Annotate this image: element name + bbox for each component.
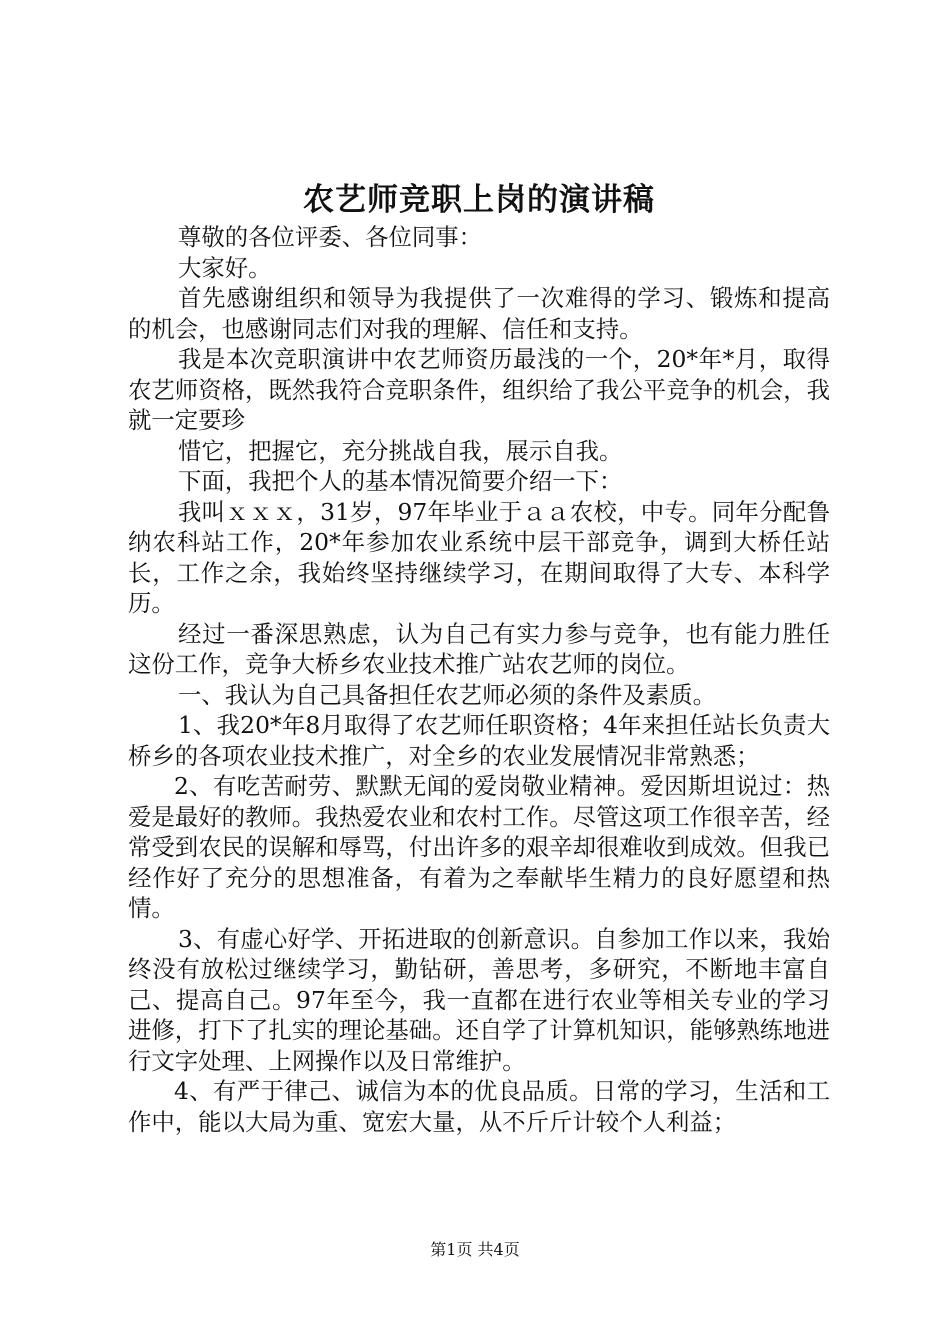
section-heading-1: 一、我认为自己具备担任农艺师必须的条件及素质。 (178, 680, 716, 709)
paragraph-decision: 经过一番深思熟虑，认为自己有实力参与竞争，也有能力胜任这份工作，竞争大桥乡农业技术推广站农艺师的岗位。 (128, 619, 830, 678)
salutation: 尊敬的各位评委、各位同事： (178, 223, 483, 251)
list-item-1: 1、我20*年8月取得了农艺师任职资格；4年来担任站长负责大桥乡的各项农业技术推广，对全乡的农业发展情况非常熟悉； (128, 711, 830, 770)
paragraph-qualification: 我是本次竞职演讲中农艺师资历最浅的一个，20*年*月，取得农艺师资格，既然我符合竞职条件，组织给了我公平竞争的机会，我就一定要珍 (128, 345, 830, 434)
document-page (128, 180, 830, 1137)
document-title: 农艺师竞职上岗的演讲稿 (303, 182, 655, 218)
list-item-3: 3、有虚心好学、开拓进取的创新意识。自参加工作以来，我始终没有放松过继续学习，勤钻研，善思考，多研究，不断地丰富自己、提高自己。97年至今，我一直都在进行农业等相关专业的学习进修，打下了扎实的理论基础。还自学了计算机知识，能够熟练地进行文字处理、上网操作以及日常维护。 (128, 924, 830, 1075)
page-footer: 第1页 共4页 (430, 1240, 520, 1259)
list-item-4: 4、有严于律己、诚信为本的优良品质。日常的学习，生活和工作中，能以大局为重、宽宏大量，从不斤斤计较个人利益； (128, 1077, 830, 1136)
paragraph-continuation: 惜它，把握它，充分挑战自我，展示自我。 (178, 436, 623, 465)
greeting: 大家好。 (178, 253, 272, 282)
list-item-2: 2、有吃苦耐劳、默默无闻的爱岗敬业精神。爱因斯坦说过：热爱是最好的教师。我热爱农业和农村工作。尽管这项工作很辛苦，经常受到农民的误解和辱骂，付出许多的艰辛却很难收到成效。但我已经作好了充分的思想准备，有着为之奉献毕生精力的良好愿望和热情。 (128, 772, 830, 922)
paragraph-intro: 下面，我把个人的基本情况简要介绍一下： (178, 467, 623, 495)
paragraph-background: 我叫ｘｘｘ，31岁，97年毕业于ａａ农校，中专。同年分配鲁纳农科站工作，20*年参加农业系统中层干部竞争，调到大桥任站长，工作之余，我始终坚持继续学习，在期间取得了大专、本科学历。 (128, 497, 830, 617)
paragraph-thanks: 首先感谢组织和领导为我提供了一次难得的学习、锻炼和提高的机会，也感谢同志们对我的理解、信任和支持。 (128, 284, 830, 343)
